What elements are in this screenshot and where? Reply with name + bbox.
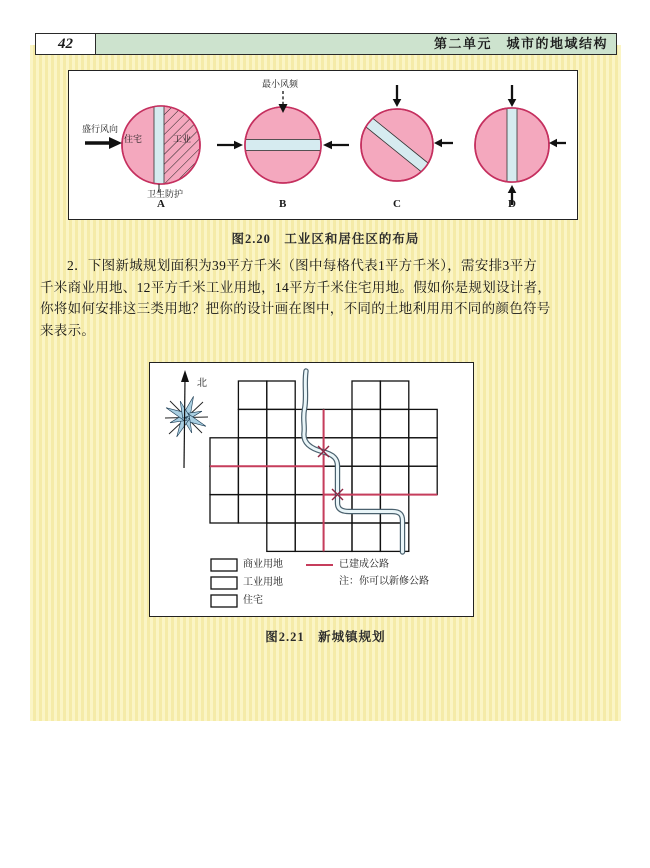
north-label: 北 (197, 378, 207, 389)
figure-2-21 (149, 362, 474, 617)
legend-road-label: 已建成公路 (339, 559, 389, 570)
sanitary-buffer-strip (154, 106, 164, 184)
prevailing-wind-arrow (85, 137, 122, 149)
figure-2-21-caption: 图2.21 新城镇规划 (265, 630, 386, 644)
wind-arrow-right (323, 141, 349, 150)
scheme-d-label: D (508, 198, 516, 210)
industrial-hatch-area (164, 106, 204, 184)
page-number: 42 (36, 34, 96, 54)
figure-2-20 (68, 70, 578, 220)
scheme-c-label: C (393, 198, 401, 210)
scheme-d-diagram (475, 85, 566, 205)
residential-label: 住宅 (124, 134, 143, 144)
scheme-b-diagram (217, 91, 349, 183)
industrial-label: 工业 (173, 134, 192, 144)
prevailing-wind-label: 盛行风向 (82, 124, 119, 134)
buffer-strip-vertical (507, 108, 517, 182)
unit-title: 第二单元 城市的地域结构 (433, 36, 608, 51)
scheme-b-label: B (279, 198, 287, 210)
wind-arrow-right (549, 139, 566, 148)
exercise-line: 2．下图新城规划面积为39平方千米（图中每格代表1平方千米），需安排3平方 (67, 258, 538, 273)
legend-commercial-label: 商业用地 (243, 559, 283, 570)
page-header (35, 33, 617, 55)
exercise-line: 你将如何安排这三类用地？把你的设计画在图中，不同的土地利用用不同的颜色符号 (40, 301, 551, 316)
exercise-line: 来表示。 (40, 322, 96, 338)
river (304, 371, 403, 552)
wind-arrow-right (434, 139, 453, 148)
legend-note: 注：你可以新修公路 (339, 576, 429, 587)
legend-residential-label: 住宅 (243, 595, 263, 606)
exercise-line: 千米商业用地、12平方千米工业用地，14平方千米住宅用地。假如你是规划设计者， (40, 279, 552, 295)
legend-industrial-label: 工业用地 (243, 577, 283, 588)
scheme-a-diagram (85, 106, 204, 193)
scheme-a-label: A (157, 198, 165, 210)
buffer-strip-horizontal (245, 140, 321, 151)
layout-schemes-svg (69, 71, 576, 218)
wind-arrow-top (393, 85, 402, 107)
min-wind-frequency-label: 最小风频 (262, 79, 299, 89)
wind-arrow-top (508, 85, 517, 107)
sanitary-buffer-label: 卫生防护 (147, 189, 184, 199)
scheme-c-diagram (361, 85, 453, 181)
exercise-paragraph (40, 255, 613, 341)
wind-arrow-left (217, 141, 243, 150)
figure-2-20-caption: 图2.20 工业区和居住区的布局 (231, 232, 420, 246)
